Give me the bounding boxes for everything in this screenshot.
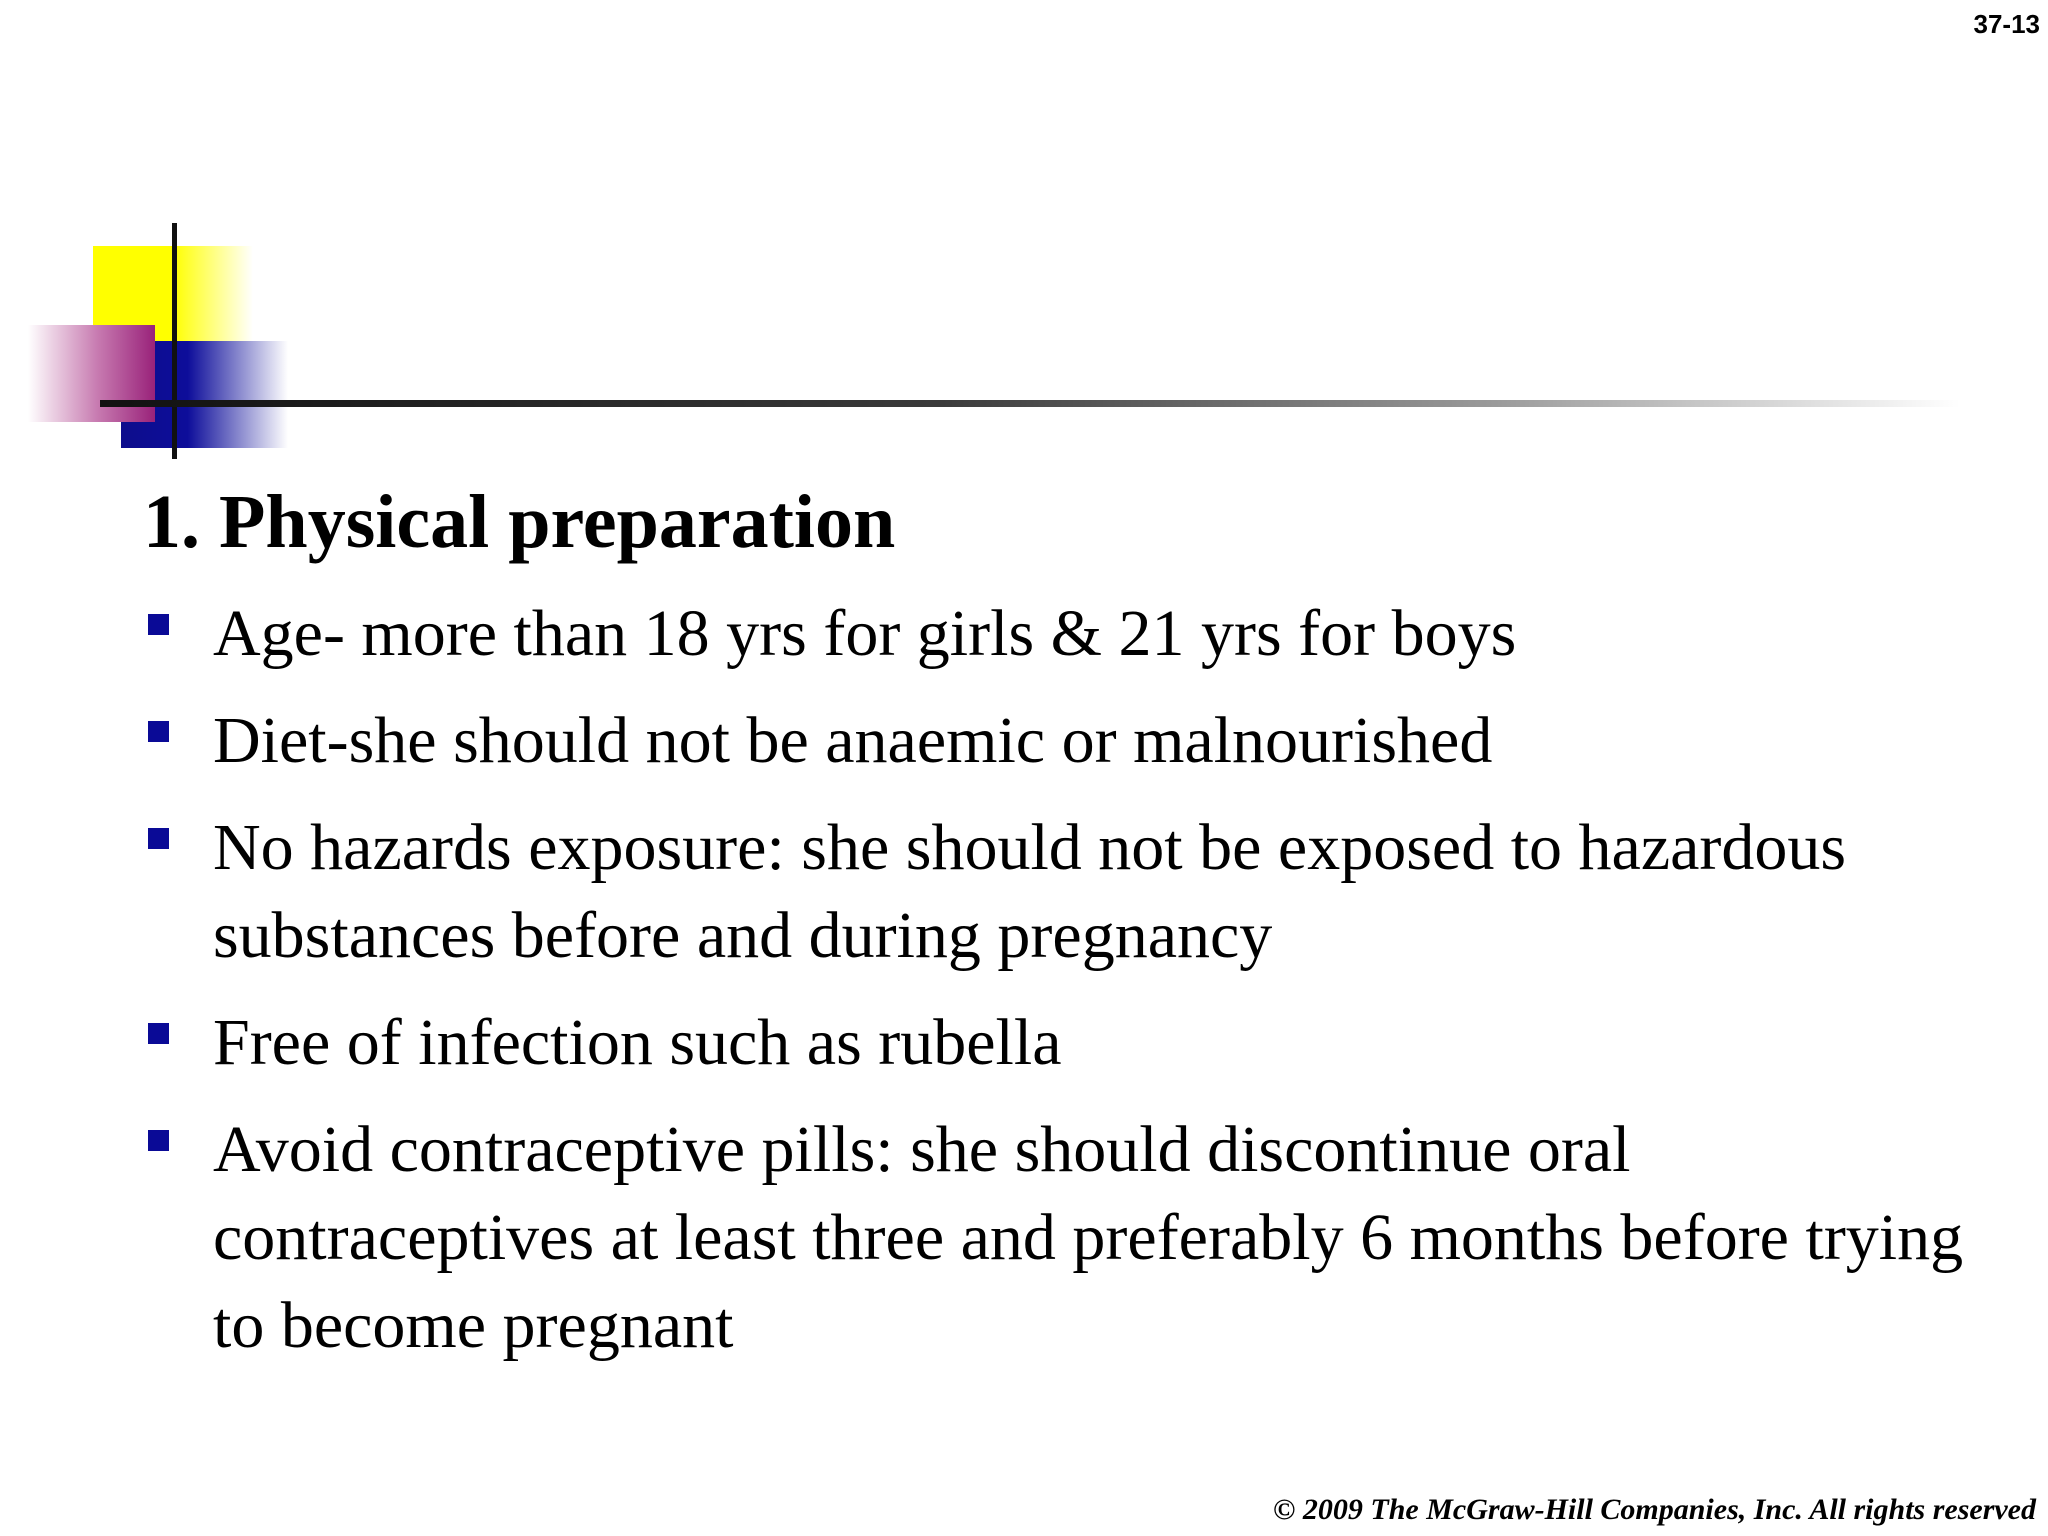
bullet-item-hazards (143, 804, 2023, 980)
bullet-text: Avoid contraceptive pills: she should discontinue oral contraceptives at least three and preferably 6 months before trying to become pregnant (213, 1113, 1964, 1362)
bullet-text: Free of infection such as rubella (213, 1006, 1062, 1079)
bullet-item-age (143, 590, 2023, 678)
square-bullet-icon (148, 1130, 169, 1151)
bullet-list (143, 590, 2023, 1389)
bullet-text: Age- more than 18 yrs for girls & 21 yrs for boys (213, 597, 1517, 670)
bullet-text: No hazards exposure: she should not be exposed to hazardous substances before and during pregnancy (213, 811, 1847, 972)
bullet-item-infection (143, 999, 2023, 1087)
bullet-text: Diet-she should not be anaemic or malnourished (213, 704, 1493, 777)
copyright-footer: © 2009 The McGraw-Hill Companies, Inc. All rights reserved (1273, 1493, 2036, 1526)
square-bullet-icon (148, 1023, 169, 1044)
vertical-line-decoration (172, 223, 177, 459)
square-bullet-icon (148, 828, 169, 849)
slide-number: 37-13 (1973, 9, 2040, 39)
slide-title: 1. Physical preparation (143, 480, 896, 564)
horizontal-rule (100, 400, 1960, 407)
bullet-item-diet (143, 697, 2023, 785)
purple-square-decoration (28, 325, 155, 422)
square-bullet-icon (148, 614, 169, 635)
square-bullet-icon (148, 721, 169, 742)
bullet-item-contraceptives (143, 1106, 2023, 1370)
